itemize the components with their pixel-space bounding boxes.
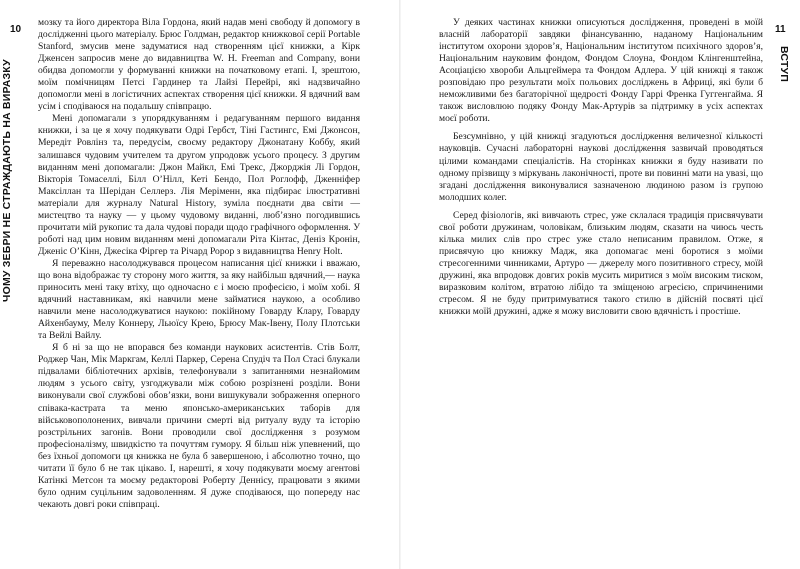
left-running-head: ЧОМУ ЗЕБРИ НЕ СТРАЖДАЮТЬ НА ВИРАЗКУ <box>1 59 13 302</box>
paragraph: мозку та його директора Віла Гордона, який надав мені свободу й допомогу в дослідженні цього матеріалу. Брюс Голдман, редактор книжкової серії Portable Stanford, змусив мене задуматися над створенням цієї книжки, а Кірк Дженсен запросив мене до видавництва W. H. Freeman and Company, вони обидва допомогли у формуванні книжки на початковому етапі. І, зрештою, моїм помічницям Петсі Гардинер та Лайзі Перейрі, які надзвичайно допомогли мені в логістичних аспектах створення цієї книжки. Я вдячний вам усім і сподіваюся на подальшу співпрацю. <box>38 17 360 113</box>
paragraph: Серед фізіологів, які вивчають стрес, уже склалася традиція присвячувати свої роботи дружинам, чоловікам, близьким людям, сказати на чиюсь честь кілька милих слів про стрес уже стало неписаним правилом. Отже, я присвячую цю книжку Мадж, яка допомагає мені боротися з моїми стресогенними чинниками, Артуро — джерелу мого позитивного стресу, моїй дружині, яка впродовж довгих років мусить миритися з моїм високим тиском, виразковим колітом, втратою лібідо та зміщеною агресією, спричиненими стресом. Я не буду притримуватися такого стилю в дійсній посвяті цієї книжки моїй дружині, адже я можу висловити свою вдячність і простіше. <box>439 209 763 318</box>
paragraph: Я б ні за що не впорався без команди наукових асистентів. Стів Болт, Роджер Чан, Мік Маркгам, Келлі Паркер, Серена Спудіч та Пол Стасі блукали підвалами бібліотечних архівів, телефонували з запитаннями незнайомим людям з усього світу, узгоджували між собою розрізнені розділи. Вони виконували свої службові обов’язки, вони вишукували зображення оперного співака-кастрата та меню японсько-американських таборів для військовополонених, вивчали причини смерті від ритуалу вуду та історію розстрільних загонів. Вони проводили свої дослідження з розумом професіоналізму, швидкістю та почуттям гумору. Я більш ніж упевнений, що без їхньої допомоги ця книжка не була б завершеною, і абсолютно точно, що читати її було б не так цікаво. І, нарешті, я хочу подякувати моєму агентові Катінкі Метсон та моєму редакторові Роберту Деннісу, працювати з якими було одним суцільним задоволенням. Я дуже сподіваюся, що попереду нас чекають довгі роки співпраці. <box>38 342 360 510</box>
left-page-number: 10 <box>10 24 22 35</box>
paragraph: Мені допомагали з упорядкуванням і редагуванням першого видання книжки, і за це я хочу подякувати Одрі Гербст, Тіні Гастингс, Емі Джонсон, Мередіт Ровлінз та, передусім, своєму редактору Джонатану Коббу, який залишався чудовим учителем та другом упродовж усього процесу. З другим виданням мені допомагали: Джон Майкл, Емі Трекс, Джорджія Лі Гордон, Вікторія Томаселлі, Білл О’Нілл, Кеті Бендо, Пол Роглофф, Дженніфер Максіллан та Шерідан Селлерз. Лія Меріменн, яка підбирає ілюстративні матеріали для журналу Natural History, зуміла поєднати два світи — мистецтво та науку — у цьому чудовому виданні, люб’язно погодившись прочитати мій рукопис та дала чудові поради щодо графічного оформлення. У роботі над цим новим виданням мені допомагали Ріта Кінтас, Деніз Кронін, Дженіс О’Кінн, Джесіка Фіргер та Річард Ророр з видавництва Henry Holt. <box>38 113 360 257</box>
page-fold <box>399 0 401 569</box>
paragraph: У деяких частинах книжки описуються дослідження, проведені в моїй власній лабораторії завдяки фінансуванню, наданому Національним інститутом охорони здоров’я, Національним інститутом психічного здоров’я, Національним науковим фондом, Фондом Слоуна, Фондом Клінгенштейна, Асоціацією хвороби Альцгеймера та Фондом Адлера. У цій книжці я також розповідаю про результати моїх польових досліджень в Африці, які були б неможливими без багаторічної щедрості Фонду Гаррі Френка Гуггенгайма. Я також висловлюю подяку Фонду Мак-Артурів за підтримку в усіх аспектах моєї роботи. <box>439 17 763 125</box>
paragraph: Безсумнівно, у цій книжці згадуються дослідження величезної кількості науковців. Сучасні лабораторні наукові дослідження зазвичай проводяться цілими командами спеціалістів. На сторінках книжки я буду називати по одному прізвищу з міркувань лаконічності, проте ви повинні мати на увазі, що згадані дослідження виконувалися зазначеною людиною разом із групою молодших колег. <box>439 131 763 203</box>
right-page-text <box>439 17 763 318</box>
right-page-number: 11 <box>775 24 786 35</box>
left-page-text <box>38 17 360 511</box>
paragraph: Я переважно насолоджувався процесом написання цієї книжки і вважаю, що вона відображає ту сторону мого життя, за яку найбільш вдячний,— наука приносить мені таку втіху, що одночасно є і моєю професією, і моїм хобі. Я вдячний наставникам, які навчили мене займатися наукою, а особливо навчили мене насолоджуватися наукою: покійному Говарду Клару, Говарду Айхенбауму, Мелу Коннеру, Льюїсу Крею, Брюсу Мак-Івену, Полу Плотськи та Вейлі Вайлу. <box>38 257 360 342</box>
right-running-head: ВСТУП <box>778 46 790 82</box>
